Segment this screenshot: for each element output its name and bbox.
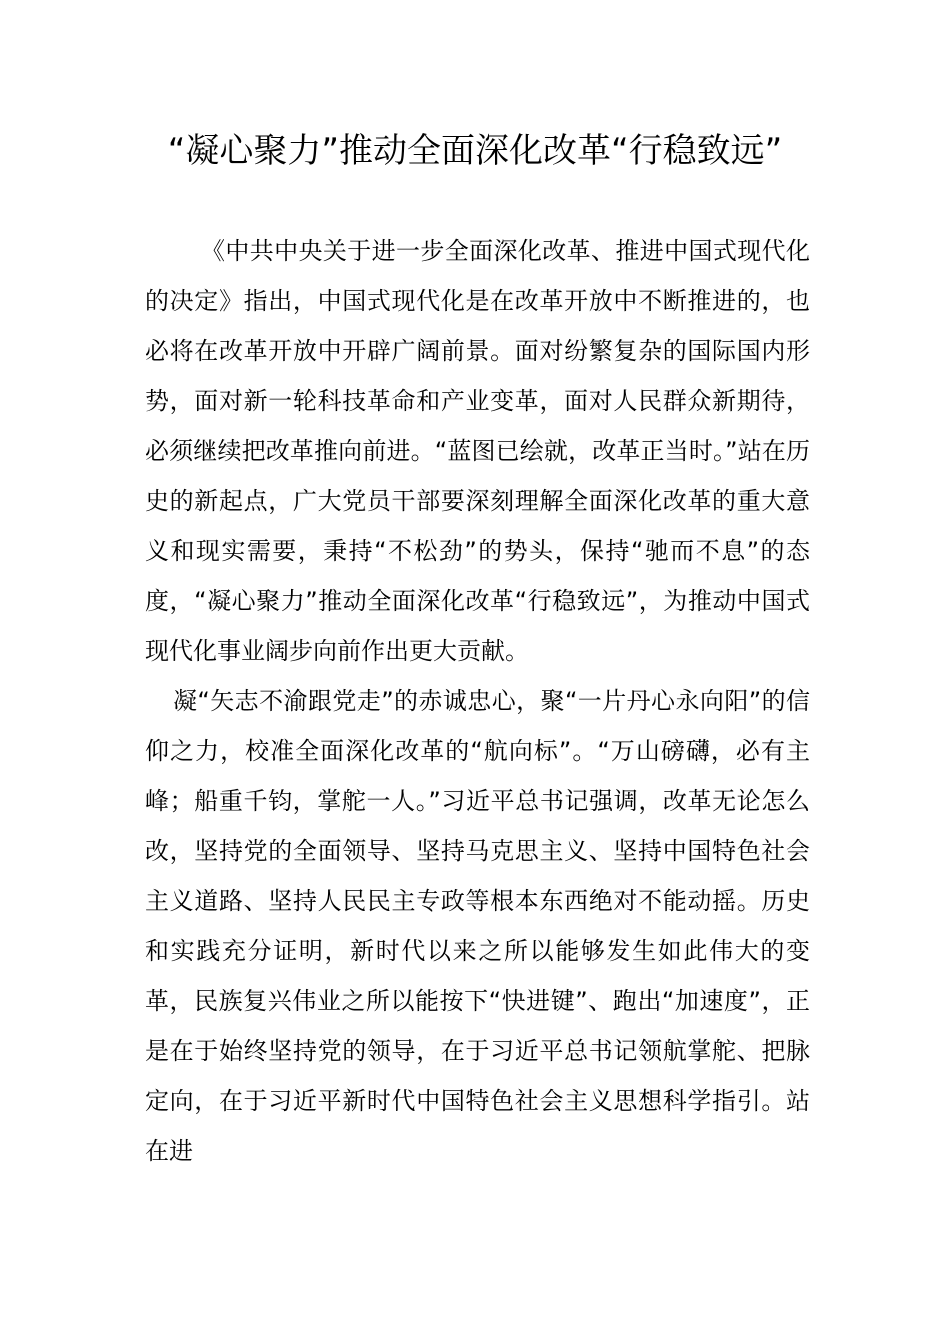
document-title: “凝心聚力”推动全面深化改革“行稳致远”	[167, 131, 783, 171]
paragraph-2: 凝“矢志不渝跟党走”的赤诚忠心，聚“一片丹心永向阳”的信仰之力，校准全面深化改革的“航向标”。“万山磅礴，必有主峰；船重千钧，掌舵一人。”习近平总书记强调，改革无论怎么改，坚持党的全面领导、坚持马克思主义、坚持中国特色社会主义道路、坚持人民民主专政等根本东西绝对不能动摇。历史和实践充分证明，新时代以来之所以能够发生如此伟大的变革，民族复兴伟业之所以能按下“快进键”、跑出“加速度”，正是在于始终坚持党的领导，在于习近平总书记领航掌舵、把脉定向，在于习近平新时代中国特色社会主义思想科学指引。站在进	[145, 687, 810, 1165]
document-body	[145, 226, 810, 1176]
paragraph-1: 《中共中央关于进一步全面深化改革、推进中国式现代化的决定》指出，中国式现代化是在改革开放中不断推进的，也必将在改革开放中开辟广阔前景。面对纷繁复杂的国际国内形势，面对新一轮科技革命和产业变革，面对人民群众新期待，必须继续把改革推向前进。“蓝图已绘就，改革正当时。”站在历史的新起点，广大党员干部要深刻理解全面深化改革的重大意义和现实需要，秉持“不松劲”的势头，保持“驰而不息”的态度，“凝心聚力”推动全面深化改革“行稳致远”，为推动中国式现代化事业阔步向前作出更大贡献。	[145, 237, 810, 665]
